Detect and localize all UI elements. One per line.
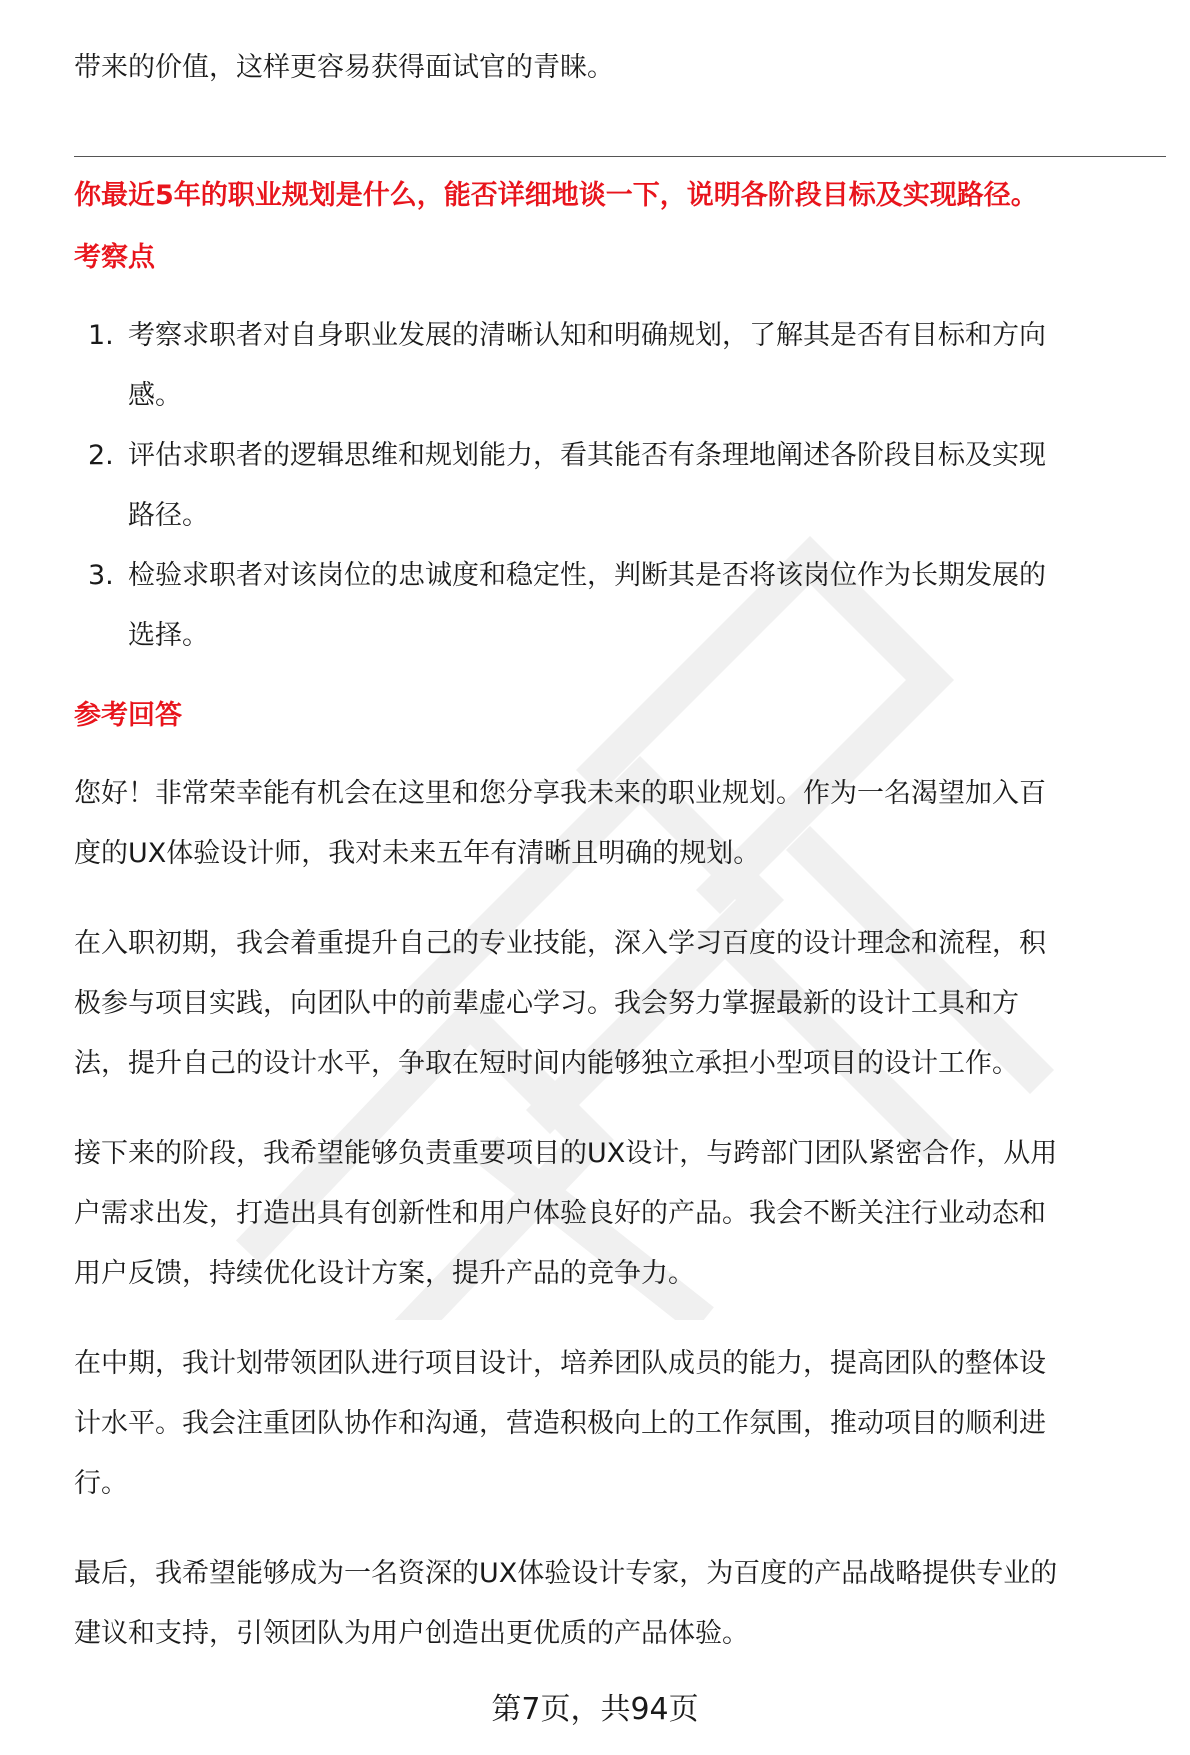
paragraph-line: 最后，我希望能够成为一名资深的UX体验设计专家，为百度的产品战略提供专业的 (74, 1558, 1058, 1589)
paragraph-line: 度的UX体验设计师，我对未来五年有清晰且明确的规划。 (74, 838, 761, 869)
answer-heading: 参考回答 (74, 700, 182, 731)
paragraph-line: 建议和支持，引领团队为用户创造出更优质的产品体验。 (74, 1618, 749, 1649)
list-item-text: 评估求职者的逻辑思维和规划能力，看其能否有条理地阐述各阶段目标及实现 (128, 440, 1046, 471)
paragraph-line: 您好！非常荣幸能有机会在这里和您分享我未来的职业规划。作为一名渴望加入百 (74, 778, 1046, 809)
list-item-text: 路径。 (128, 500, 209, 531)
paragraph-line: 法，提升自己的设计水平，争取在短时间内能够独立承担小型项目的设计工作。 (74, 1048, 1019, 1079)
paragraph-line: 极参与项目实践，向团队中的前辈虚心学习。我会努力掌握最新的设计工具和方 (74, 988, 1019, 1019)
list-item-number: 3. (88, 560, 114, 591)
list-item-text: 感。 (128, 380, 182, 411)
intro-tail-text: 带来的价值，这样更容易获得面试官的青睐。 (74, 52, 614, 83)
section-divider (74, 156, 1166, 157)
paragraph-line: 在入职初期，我会着重提升自己的专业技能，深入学习百度的设计理念和流程，积 (74, 928, 1046, 959)
question-title: 你最近5年的职业规划是什么，能否详细地谈一下，说明各阶段目标及实现路径。 (74, 180, 1038, 211)
paragraph-line: 接下来的阶段，我希望能够负责重要项目的UX设计，与跨部门团队紧密合作，从用 (74, 1138, 1058, 1169)
paragraph-line: 行。 (74, 1468, 128, 1499)
paragraph-line: 计水平。我会注重团队协作和沟通，营造积极向上的工作氛围，推动项目的顺利进 (74, 1408, 1046, 1439)
list-item-number: 1. (88, 320, 114, 351)
paragraph-line: 户需求出发，打造出具有创新性和用户体验良好的产品。我会不断关注行业动态和 (74, 1198, 1046, 1229)
list-item-text: 考察求职者对自身职业发展的清晰认知和明确规划，了解其是否有目标和方向 (128, 320, 1046, 351)
list-item-text: 选择。 (128, 620, 209, 651)
list-item-number: 2. (88, 440, 114, 471)
list-item-text: 检验求职者对该岗位的忠诚度和稳定性，判断其是否将该岗位作为长期发展的 (128, 560, 1046, 591)
page-number-footer: 第7页，共94页 (491, 1692, 699, 1727)
focus-heading: 考察点 (74, 242, 155, 273)
paragraph-line: 用户反馈，持续优化设计方案，提升产品的竞争力。 (74, 1258, 695, 1289)
paragraph-line: 在中期，我计划带领团队进行项目设计，培养团队成员的能力，提高团队的整体设 (74, 1348, 1046, 1379)
